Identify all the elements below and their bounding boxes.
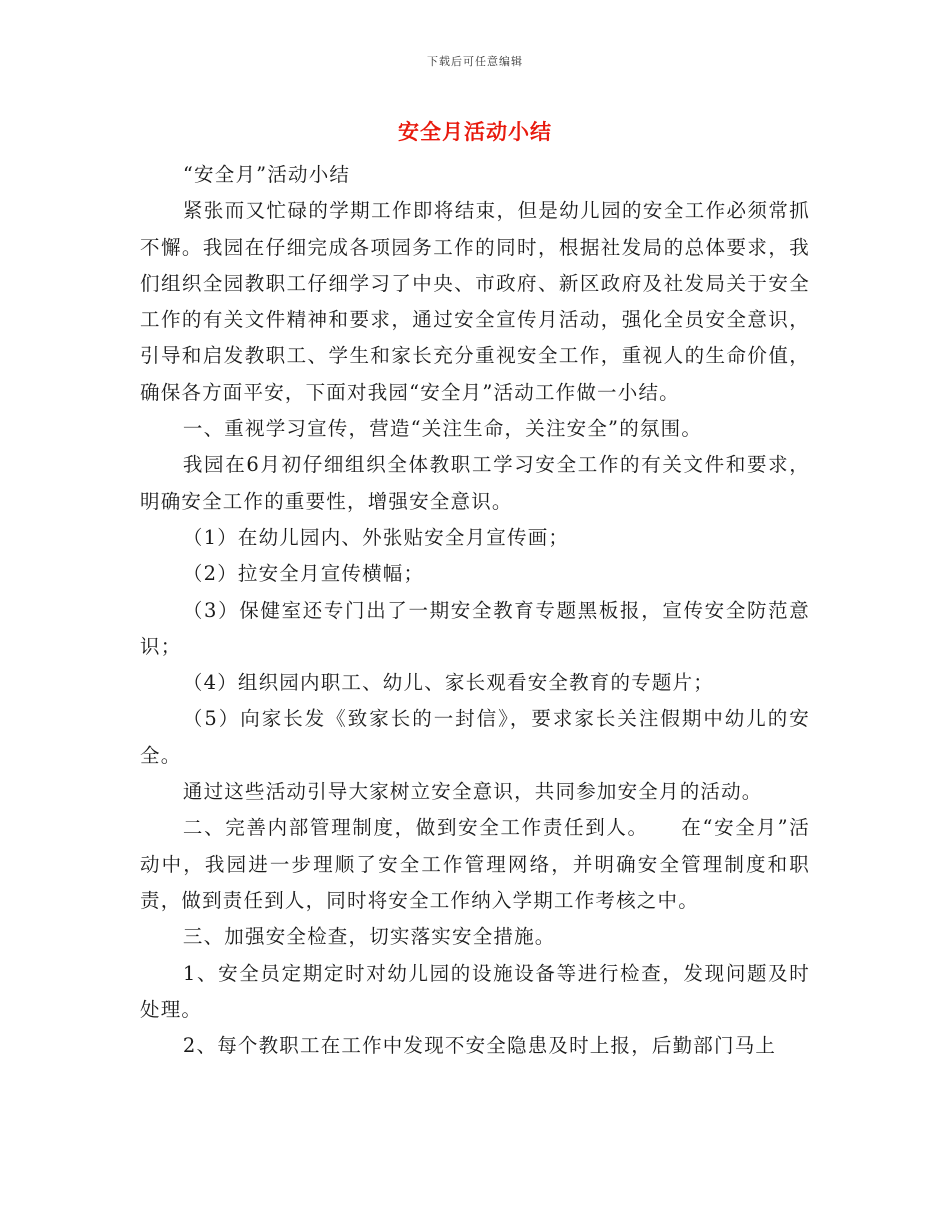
section-heading-2: 二、完善内部管理制度，做到安全工作责任到人。 在“安全月”活动中，我园进一步理顺了安全工作管理网络，并明确安全管理制度和职责，做到责任到人，同时将安全工作纳入学期工作考核之中。 [140,816,810,912]
section-heading-3: 三、加强安全检查，切实落实安全措施。 [182,925,556,949]
document-body [140,157,810,1064]
page-header-note: 下载后可任意编辑 [427,55,523,68]
list-item: （1）在幼儿园内、外张贴安全月宣传画； [182,525,570,549]
list-item: （3）保健室还专门出了一期安全教育专题黑板报，宣传安全防范意识； [140,598,810,658]
list-item: （2）拉安全月宣传横幅； [182,562,425,586]
list-item: （4）组织园内职工、幼儿、家长观看安全教育的专题片； [182,671,714,695]
body-paragraph: 通过这些活动引导大家树立安全意识，共同参加安全月的活动。 [182,780,763,804]
body-paragraph: 我园在6月初仔细组织全体教职工学习安全工作的有关文件和要求，明确安全工作的重要性，增强安全意识。 [140,453,810,513]
numbered-item: 1、安全员定期定时对幼儿园的设施设备等进行检查，发现问题及时处理。 [140,961,810,1021]
section-heading-1: 一、重视学习宣传，营造“关注生命，关注安全”的氛围。 [182,417,703,441]
list-item: （5）向家长发《致家长的一封信》，要求家长关注假期中幼儿的安全。 [140,707,810,767]
numbered-item: 2、每个教职工在工作中发现不安全隐患及时上报，后勤部门马上 [182,1034,777,1058]
intro-paragraph: 紧张而又忙碌的学期工作即将结束，但是幼儿园的安全工作必须常抓不懈。我园在仔细完成各项园务工作的同时，根据社发局的总体要求，我们组织全园教职工仔细学习了中央、市政府、新区政府及社发局关于安全工作的有关文件精神和要求，通过安全宣传月活动，强化全员安全意识，引导和启发教职工、学生和家长充分重视安全工作，重视人的生命价值，确保各方面平安，下面对我园“安全月”活动工作做一小结。 [140,199,810,404]
document-title: 安全月活动小结 [398,119,552,144]
subtitle-paragraph: “安全月”活动小结 [182,163,351,186]
